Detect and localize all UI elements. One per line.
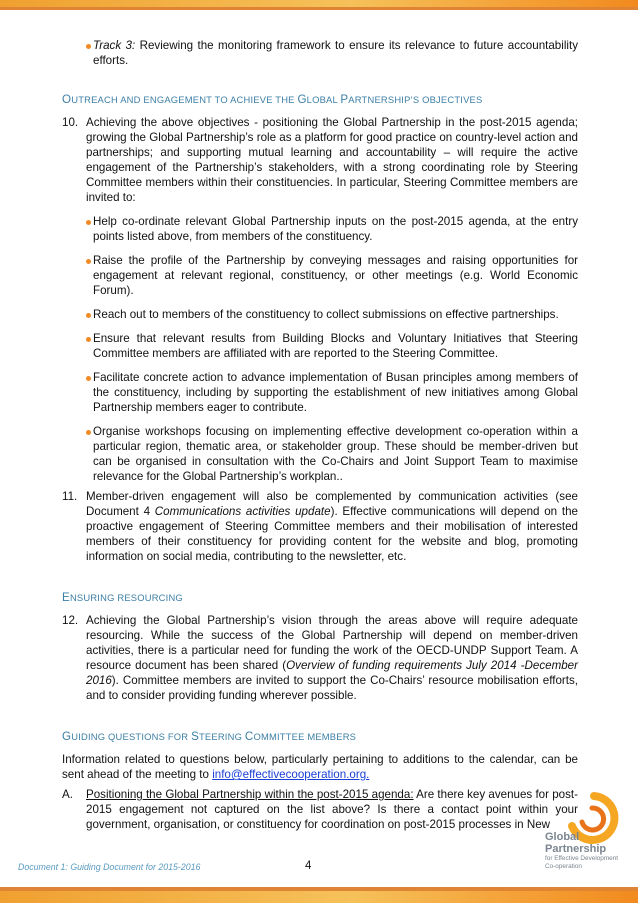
list-item: Raise the profile of the Partnership by conveying messages and raising opportunities for engagement at relevant regional, constituency, or other meetings (e.g. World Economic Forum).	[62, 253, 578, 298]
bullet-dot-icon	[86, 337, 91, 342]
bullet-dot-icon	[86, 259, 91, 264]
paragraph-12: 12. Achieving the Global Partnership’s vision through the areas above will require adequate resourcing. While the success of the Global Partnership will depend on member-driven activities, there is a particular need for funding the work of the OECD-UNDP Support Team. A resource document has been shared (Overview of funding requirements July 2014 -December 2016). Committee members are invited to support the Co-Chairs’ resource mobilisation efforts, and to consider providing funding wherever possible.	[62, 614, 578, 702]
bullet-dot-icon	[86, 313, 91, 318]
logo-tagline: for Effective Development Co-operation	[545, 855, 619, 870]
section-heading-resourcing: ENSURING RESOURCING	[62, 591, 183, 604]
steering-committee-actions-list	[62, 214, 578, 484]
list-item: Ensure that relevant results from Building Blocks and Voluntary Initiatives that Steering Committee members are affiliated with are reported to the Steering Committee.	[62, 331, 578, 361]
paragraph-11: 11. Member-driven engagement will also be complemented by communication activities (see Document 4 Communications activities update). Effective communications will depend on the proactive engagement of Steering Committee members and their mobilisation of interested members of their constituency for providing content for the website and blog, promoting information on social media, contributing to the newsletter, etc.	[62, 490, 579, 563]
bullet-dot-icon	[86, 44, 91, 49]
track3-bullet: Track 3: Reviewing the monitoring framework to ensure its relevance to future accountability efforts.	[62, 38, 578, 68]
bullet-dot-icon	[86, 430, 91, 435]
section-heading-outreach: OUTREACH AND ENGAGEMENT TO ACHIEVE THE GLOBAL PARTNERSHIP’S OBJECTIVES	[62, 93, 483, 106]
page-number: 4	[305, 860, 312, 872]
list-item: Organise workshops focusing on implementing effective development co-operation within a particular region, thematic area, or stakeholder group. These should be member-driven but can be organised in consultation with the Co-Chairs and Joint Support Team to maximise relevance for the Global Partnership’s workplan..	[62, 424, 578, 484]
guiding-intro-paragraph: Information related to questions below, particularly pertaining to additions to the calendar, can be sent ahead of the meeting to info@effectivecooperation.org.	[62, 753, 578, 781]
contact-email-link[interactable]: info@effectivecooperation.org.	[212, 768, 370, 781]
bottom-decorative-bar	[0, 887, 638, 903]
paragraph-10: 10. Achieving the above objectives - positioning the Global Partnership in the post-2015 agenda; growing the Global Partnership’s role as a platform for good practice on country-level action and partnerships; and supporting mutual learning and accountability – will require the active engagement of the Partnership’s stakeholders, with a strong coordinating role by Steering Committee members within their constituencies. In particular, Steering Committee members are invited to:	[62, 116, 578, 204]
list-item: Reach out to members of the constituency to collect submissions on effective partnerships.	[62, 307, 578, 322]
list-item: Help co-ordinate relevant Global Partnership inputs on the post-2015 agenda, at the entry points listed above, from members of the constituency.	[62, 214, 578, 244]
list-item: Facilitate concrete action to advance implementation of Busan principles among members of the constituency, including by supporting the establishment of new initiatives among Global Partnership members eager to contribute.	[62, 370, 578, 415]
bullet-dot-icon	[86, 376, 91, 381]
section-heading-guiding-questions: GUIDING QUESTIONS FOR STEERING COMMITTEE MEMBERS	[62, 730, 357, 743]
bullet-dot-icon	[86, 220, 91, 225]
document-body	[62, 38, 578, 832]
footer-document-title: Document 1: Guiding Document for 2015-2016	[18, 862, 201, 872]
logo-wordmark: Global Partnership	[545, 831, 607, 855]
question-a: A. Positioning the Global Partnership within the post-2015 agenda: Are there key avenues for post-2015 engagement not captured on the list above? Is there a contact point within your government, organisation, or constituency for coordination on post-2015 processes in New	[62, 788, 578, 831]
top-decorative-bar	[0, 0, 638, 13]
